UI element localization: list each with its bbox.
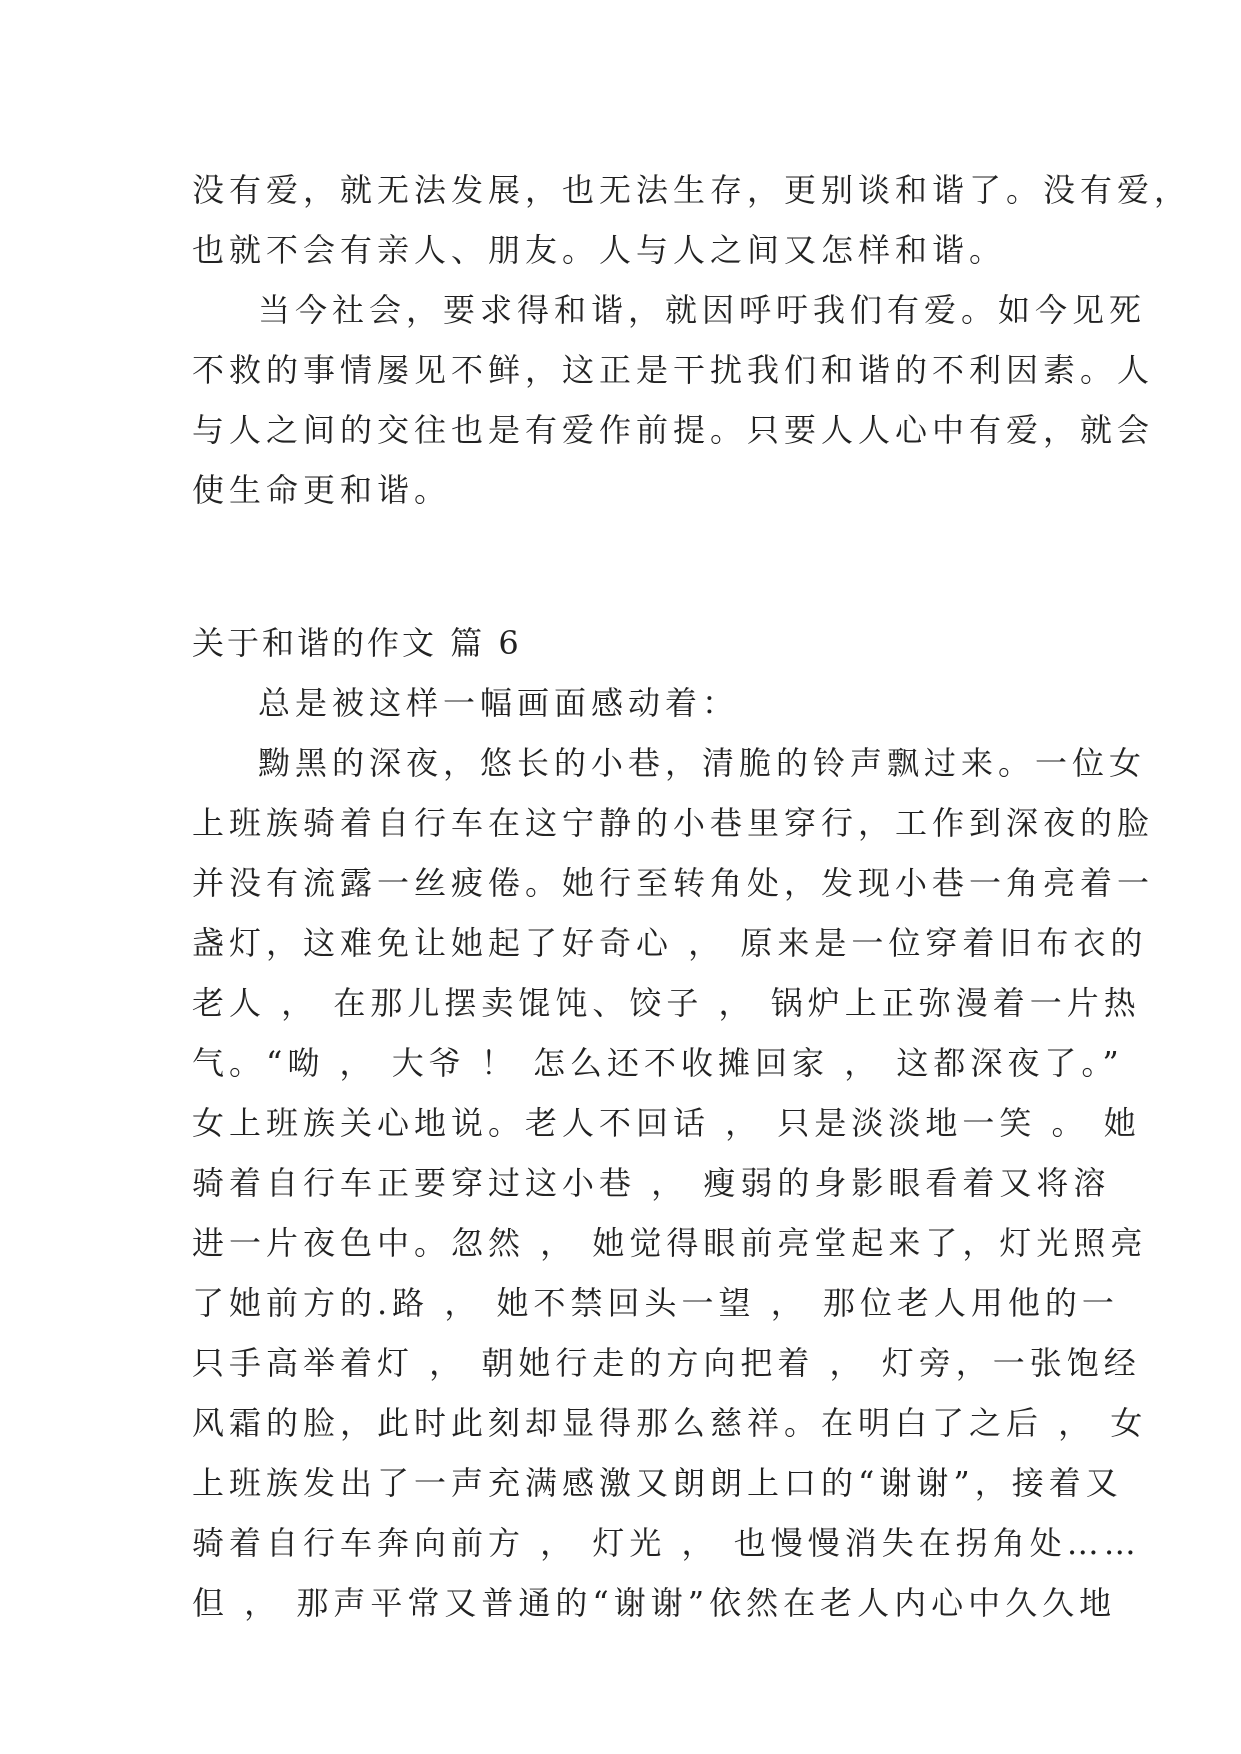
text-line: 没有爱，就无法发展，也无法生存，更别谈和谐了。没有爱， xyxy=(192,171,1192,209)
text-line: 老人 ， 在那儿摆卖馄饨、饺子 ， 锅炉上正弥漫着一片热 xyxy=(192,984,1141,1022)
text-line: 当今社会，要求得和谐，就因呼吁我们有爱。如今见死 xyxy=(258,291,1147,329)
text-line: 总是被这样一幅画面感动着： xyxy=(258,684,740,722)
text-line: 盏灯，这难免让她起了好奇心 ， 原来是一位穿着旧布衣的 xyxy=(192,924,1148,962)
section-title: 关于和谐的作文 篇 6 xyxy=(192,624,522,662)
text-line: 骑着自行车奔向前方 ， 灯光 ， 也慢慢消失在拐角处…… xyxy=(192,1524,1141,1562)
text-line: 风霜的脸，此时此刻却显得那么慈祥。在明白了之后 ， 女 xyxy=(192,1404,1148,1442)
text-line: 但 ， 那声平常又普通的“谢谢”依然在老人内心中久久地 xyxy=(192,1584,1117,1622)
text-line: 使生命更和谐。 xyxy=(192,471,452,509)
text-line: 女上班族关心地说。老人不回话 ， 只是淡淡地一笑 。 她 xyxy=(192,1104,1141,1142)
text-line: 也就不会有亲人、朋友。人与人之间又怎样和谐。 xyxy=(192,231,1007,269)
paragraph xyxy=(192,280,1155,520)
text-line: 了她前方的.路 ， 她不禁回头一望 ， 那位老人用他的一 xyxy=(192,1284,1119,1322)
text-line: 上班族发出了一声充满感激又朗朗上口的“谢谢”，接着又 xyxy=(192,1464,1123,1502)
paragraph xyxy=(192,160,1192,280)
section-spacer xyxy=(192,520,1052,613)
text-line: 骑着自行车正要穿过这小巷 ， 瘦弱的身影眼看着又将溶 xyxy=(192,1164,1111,1202)
text-line: 黝黑的深夜，悠长的小巷，清脆的铃声飘过来。一位女 xyxy=(258,744,1147,782)
paragraph xyxy=(192,733,1155,1633)
text-line: 上班族骑着自行车在这宁静的小巷里穿行，工作到深夜的脸 xyxy=(192,804,1155,842)
text-line: 并没有流露一丝疲倦。她行至转角处，发现小巷一角亮着一 xyxy=(192,864,1155,902)
text-line: 不救的事情屡见不鲜，这正是干扰我们和谐的不利因素。人 xyxy=(192,351,1155,389)
text-line: 进一片夜色中。忽然 ， 她觉得眼前亮堂起来了，灯光照亮 xyxy=(192,1224,1148,1262)
text-line: 气。“呦 ， 大爷 ！ 怎么还不收摊回家 ， 这都深夜了。” xyxy=(192,1044,1124,1082)
text-line: 与人之间的交往也是有爱作前提。只要人人心中有爱，就会 xyxy=(192,411,1155,449)
text-line: 只手高举着灯 ， 朝她行走的方向把着 ， 灯旁，一张饱经 xyxy=(192,1344,1141,1382)
document-body xyxy=(192,160,1192,1633)
paragraph xyxy=(192,673,1052,733)
